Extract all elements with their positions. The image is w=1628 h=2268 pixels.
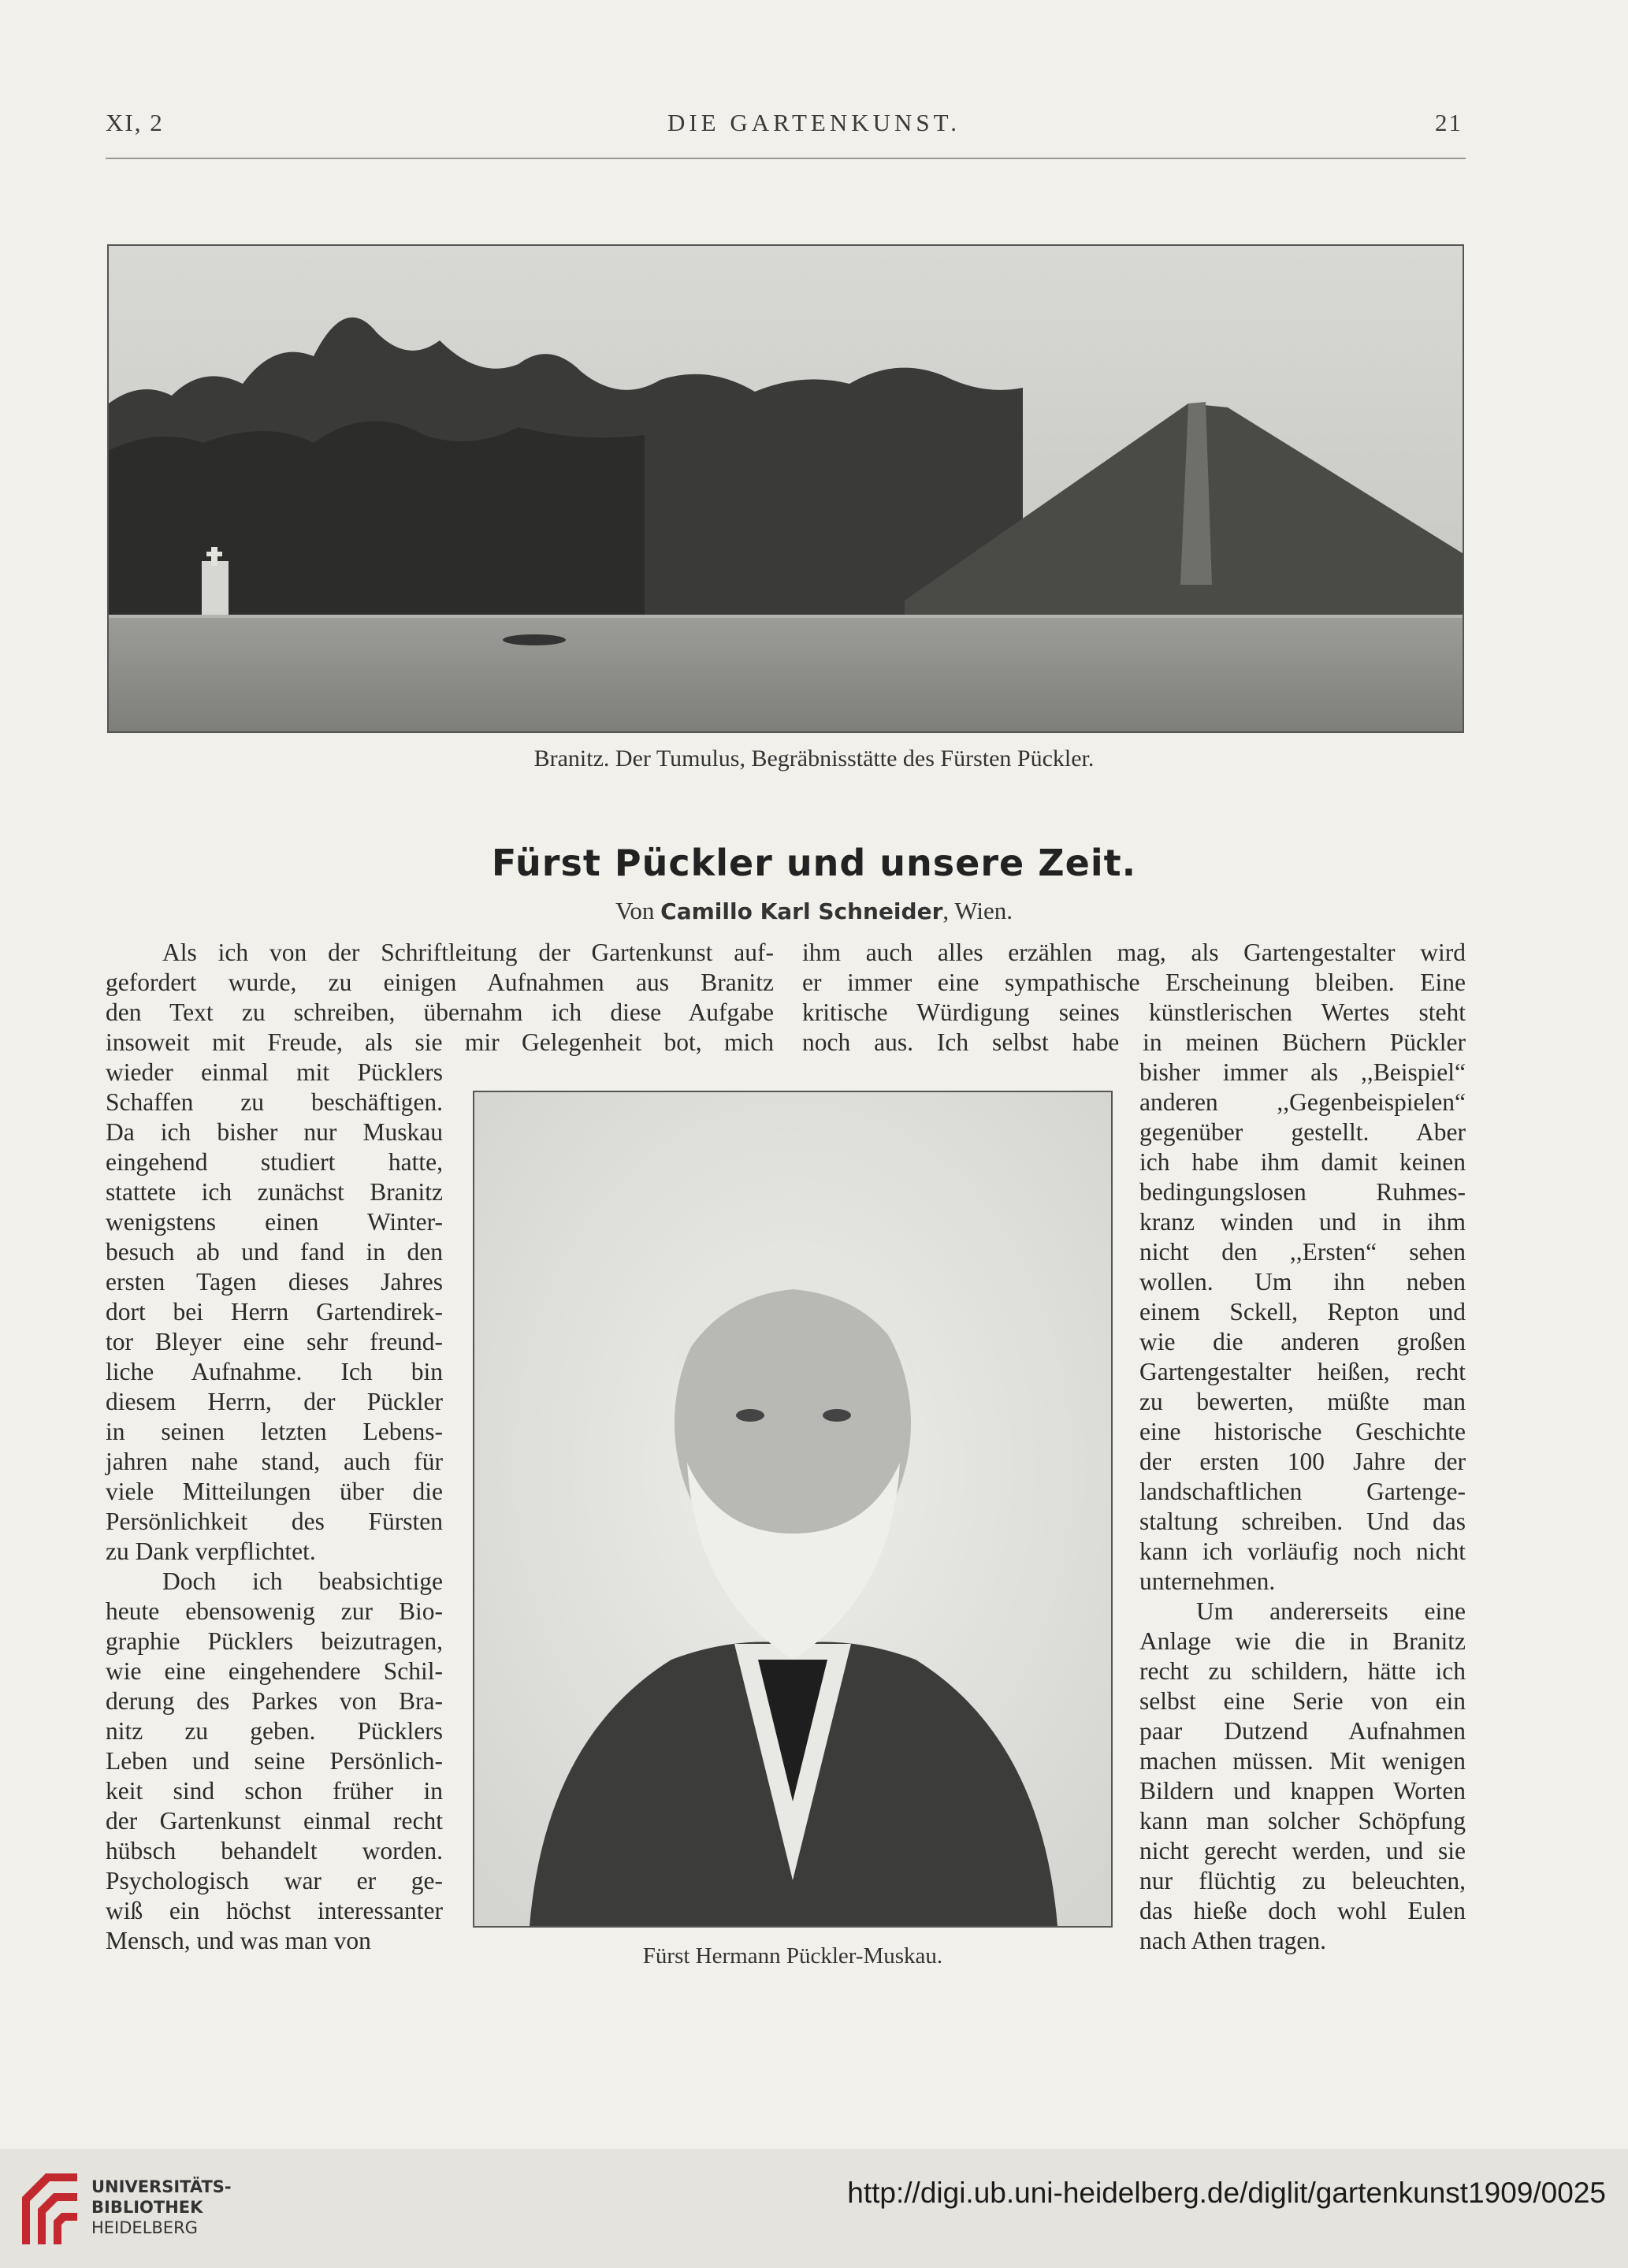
byline-suffix: , Wien. <box>942 897 1013 924</box>
text-line: Bildern und knappen Worten <box>1139 1777 1466 1805</box>
portrait-photo <box>473 1091 1113 1928</box>
text-line: Da ich bisher nur Muskau <box>106 1118 443 1146</box>
text-line: kann ich vorläufig noch nicht <box>1139 1537 1466 1565</box>
text-line: nach Athen tragen. <box>1139 1927 1327 1954</box>
text-line: wieder einmal mit Pücklers <box>106 1058 443 1086</box>
text-line: zu Dank verpflichtet. <box>106 1537 316 1565</box>
text-line: bedingungslosen Ruhmes- <box>1139 1178 1466 1206</box>
text-line: wollen. Um ihn neben <box>1139 1268 1466 1296</box>
text-line: staltung schreiben. Und das <box>1139 1508 1466 1535</box>
text-line: selbst eine Serie von ein <box>1139 1687 1466 1715</box>
text-line: recht zu schildern, hätte ich <box>1139 1657 1466 1685</box>
text-line: Psychologisch war er ge- <box>106 1867 443 1894</box>
page-number: 21 <box>1435 109 1463 136</box>
tumulus-photo-caption: Branitz. Der Tumulus, Begräbnisstätte des Fürsten Pückler. <box>533 745 1095 771</box>
article-title: Fürst Pückler und unsere Zeit. <box>491 842 1137 884</box>
library-name <box>91 2177 232 2238</box>
text-line: derung des Parkes von Bra- <box>106 1687 443 1715</box>
header-rule <box>106 158 1466 159</box>
library-name-line2: BIBLIOTHEK <box>91 2198 203 2217</box>
text-line: nitz zu geben. Pücklers <box>106 1717 443 1745</box>
text-line: jahren nahe stand, auch für <box>106 1448 443 1475</box>
text-line: wenigstens einen Winter- <box>106 1208 443 1236</box>
text-line: kranz winden und in ihm <box>1139 1208 1466 1236</box>
text-line: zu bewerten, müßte man <box>1139 1388 1466 1415</box>
library-logo-icon <box>14 2166 85 2252</box>
journal-title: DIE GARTENKUNST. <box>667 109 961 136</box>
text-line: insoweit mit Freude, als sie mir Gelegenheit bot, mich <box>106 1028 774 1056</box>
text-line: hübsch behandelt worden. <box>106 1837 443 1865</box>
text-line: kritische Würdigung seines künstlerischen Wertes steht <box>802 998 1466 1026</box>
text-line: in seinen letzten Lebens- <box>106 1418 443 1445</box>
text-line: tor Bleyer eine sehr freund- <box>106 1328 443 1355</box>
text-line: kann man solcher Schöpfung <box>1139 1807 1466 1835</box>
text-line: einem Sckell, Repton und <box>1139 1298 1466 1325</box>
text-line: gefordert wurde, zu einigen Aufnahmen aus Branitz <box>106 969 774 996</box>
text-line: diesem Herrn, der Pückler <box>106 1388 443 1415</box>
text-line: ersten Tagen dieses Jahres <box>106 1268 443 1296</box>
portrait-caption: Fürst Hermann Pückler-Muskau. <box>642 1943 943 1969</box>
text-line: heute ebensowenig zur Bio- <box>106 1597 443 1625</box>
text-line: anderen ,,Gegenbeispielen“ <box>1139 1088 1466 1116</box>
text-line: gegenüber gestellt. Aber <box>1139 1118 1466 1146</box>
text-line: Mensch, und was man von <box>106 1927 371 1954</box>
left-column-top <box>106 938 774 1058</box>
text-line: nicht gerecht werden, und sie <box>1139 1837 1466 1865</box>
text-line: nicht den ,,Ersten“ sehen <box>1139 1238 1466 1266</box>
text-line: eine historische Geschichte <box>1139 1418 1466 1445</box>
tumulus-photo <box>107 244 1464 733</box>
text-line: wiß ein höchst interessanter <box>106 1897 443 1924</box>
text-line: stattete ich zunächst Branitz <box>106 1178 443 1206</box>
text-line: bisher immer als ,,Beispiel“ <box>1139 1058 1466 1086</box>
text-line: eingehend studiert hatte, <box>106 1148 443 1176</box>
text-line: keit sind schon früher in <box>106 1777 443 1805</box>
left-column <box>106 1058 443 1956</box>
text-line: der Gartenkunst einmal recht <box>106 1807 443 1835</box>
text-line: Leben und seine Persönlich- <box>106 1747 443 1775</box>
text-line: Anlage wie die in Branitz <box>1139 1627 1466 1655</box>
text-line: unternehmen. <box>1139 1567 1276 1595</box>
library-name-line3: HEIDELBERG <box>91 2218 198 2237</box>
text-line: Als ich von der Schriftleitung der Gartenkunst auf- <box>162 939 774 966</box>
text-line: der ersten 100 Jahre der <box>1139 1448 1466 1475</box>
text-line: ihm auch alles erzählen mag, als Gartengestalter wird <box>802 939 1466 966</box>
text-line: den Text zu schreiben, übernahm ich diese Aufgabe <box>106 998 774 1026</box>
byline-prefix: Von <box>615 897 661 924</box>
text-line: er immer eine sympathische Erscheinung bleiben. Eine <box>802 969 1466 996</box>
permalink-url[interactable]: http://digi.ub.uni-heidelberg.de/diglit/gartenkunst1909/0025 <box>847 2177 1606 2209</box>
text-line: dort bei Herrn Gartendirek- <box>106 1298 443 1325</box>
right-column <box>1139 1058 1466 1956</box>
library-name-line1: UNIVERSITÄTS- <box>91 2177 232 2196</box>
text-line: Gartengestalter heißen, recht <box>1139 1358 1466 1385</box>
text-line: Doch ich beabsichtige <box>162 1567 443 1595</box>
text-line: graphie Pücklers beizutragen, <box>106 1627 443 1655</box>
right-column-top <box>802 938 1466 1058</box>
text-line: wie die anderen großen <box>1139 1328 1466 1355</box>
article-byline <box>0 897 1628 925</box>
text-line: viele Mitteilungen über die <box>106 1478 443 1505</box>
text-line: Persönlichkeit des Fürsten <box>106 1508 443 1535</box>
text-line: besuch ab und fand in den <box>106 1238 443 1266</box>
text-line: liche Aufnahme. Ich bin <box>106 1358 443 1385</box>
text-line: wie eine eingehendere Schil- <box>106 1657 443 1685</box>
text-line: das hieße doch wohl Eulen <box>1139 1897 1466 1924</box>
volume-number: XI, 2 <box>106 109 164 136</box>
text-line: Schaffen zu beschäftigen. <box>106 1088 443 1116</box>
author-name: Camillo Karl Schneider <box>660 898 943 924</box>
text-line: paar Dutzend Aufnahmen <box>1139 1717 1466 1745</box>
text-line: Um andererseits eine <box>1196 1597 1466 1625</box>
text-line: noch aus. Ich selbst habe in meinen Büchern Pückler <box>802 1028 1466 1056</box>
text-line: nur flüchtig zu beleuchten, <box>1139 1867 1466 1894</box>
text-line: landschaftlichen Gartenge- <box>1139 1478 1466 1505</box>
text-line: machen müssen. Mit wenigen <box>1139 1747 1466 1775</box>
text-line: ich habe ihm damit keinen <box>1139 1148 1466 1176</box>
